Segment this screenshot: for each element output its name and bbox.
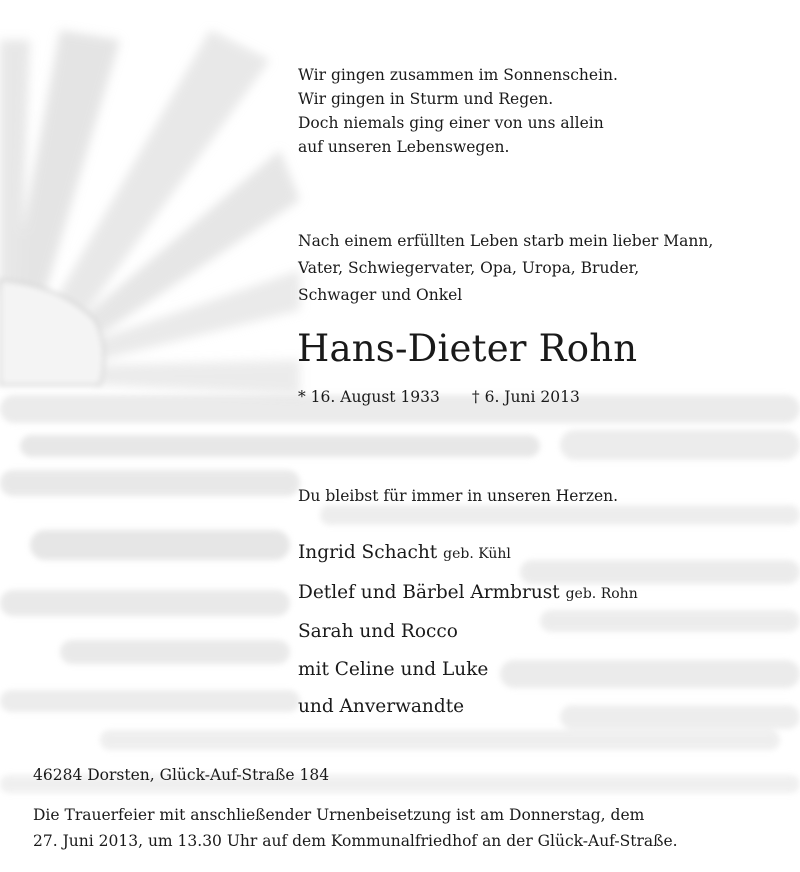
announcement-line: Nach einem erfüllten Leben starb mein lieber Mann, [298, 232, 714, 250]
mourner-entry [298, 574, 638, 614]
birth-date: * 16. August 1933 [298, 388, 440, 406]
memorial-motto: Du bleibst für immer in unseren Herzen. [298, 487, 619, 505]
mourner-maiden-name: geb. Rohn [565, 585, 638, 602]
mourner-name: Ingrid Schacht [298, 542, 438, 563]
mourner-name: Detlef und Bärbel Armbrust [298, 581, 560, 603]
death-date: † 6. Juni 2013 [471, 388, 580, 406]
announcement-line: Schwager und Onkel [298, 286, 463, 304]
mourner-maiden-name: geb. Kühl [443, 546, 511, 562]
poem-line: auf unseren Lebenswegen. [298, 138, 510, 156]
poem-line: Wir gingen zusammen im Sonnenschein. [298, 66, 618, 84]
mourner-name: mit Celine und Luke [298, 658, 489, 680]
family-address: 46284 Dorsten, Glück-Auf-Straße 184 [33, 766, 330, 784]
poem [298, 63, 618, 159]
funeral-details-line: 27. Juni 2013, um 13.30 Uhr auf dem Kommunalfriedhof an der Glück-Auf-Straße. [33, 832, 678, 850]
poem-line: Doch niemals ging einer von uns allein [298, 114, 604, 132]
life-dates [298, 385, 580, 409]
death-announcement [298, 228, 713, 309]
announcement-line: Vater, Schwiegervater, Opa, Uropa, Bruder, [298, 259, 640, 277]
funeral-details [33, 802, 678, 854]
deceased-name: Hans-Dieter Rohn [297, 327, 638, 370]
mourner-entry [298, 534, 638, 574]
poem-line: Wir gingen in Sturm und Regen. [298, 90, 554, 108]
mourner-name: und Anverwandte [298, 696, 465, 717]
mourner-name: Sarah und Rocco [298, 621, 458, 642]
mourner-entry [298, 651, 638, 689]
mourners-list [298, 534, 638, 726]
funeral-details-line: Die Trauerfeier mit anschließender Urnenbeisetzung ist am Donnerstag, dem [33, 806, 645, 824]
mourner-entry [298, 688, 638, 726]
mourner-entry [298, 613, 638, 651]
